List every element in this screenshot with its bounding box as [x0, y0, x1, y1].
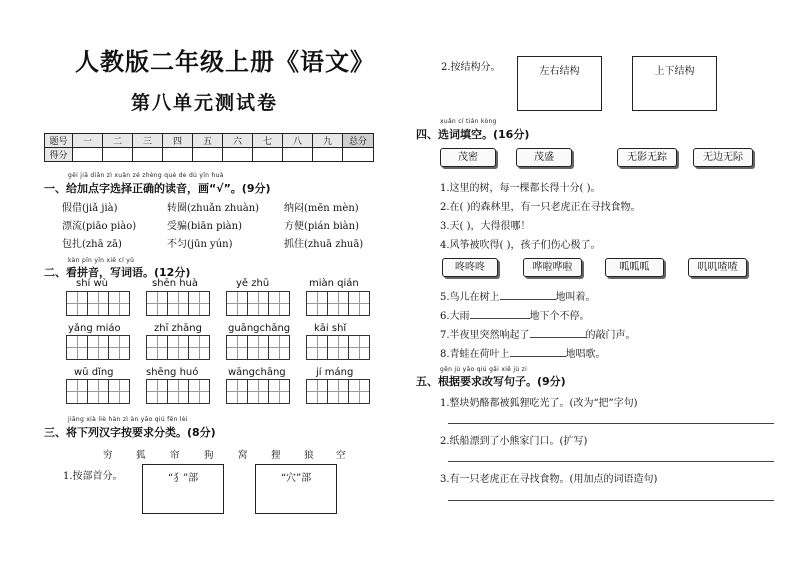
sentence-end: 地叫着。: [555, 292, 596, 303]
writing-grid[interactable]: [146, 335, 209, 360]
score-cell[interactable]: [313, 148, 343, 162]
answer-line[interactable]: [448, 423, 774, 424]
score-cell[interactable]: [103, 148, 133, 162]
fill-sentence[interactable]: [440, 288, 596, 303]
score-col: 九: [313, 134, 343, 148]
pinyin-prompt: miàn qián: [309, 278, 359, 289]
score-col: 七: [253, 134, 283, 148]
pinyin-prompt: shí wù: [76, 278, 109, 289]
score-col: 一: [73, 134, 103, 148]
score-cell[interactable]: [223, 148, 253, 162]
sentence-start: 7.半夜里突然响起了: [440, 330, 530, 341]
fill-sentence[interactable]: [440, 326, 636, 341]
score-cell[interactable]: [163, 148, 193, 162]
reading-item[interactable]: 转圈(zhuǎn zhuàn): [167, 203, 260, 214]
score-col: 二: [103, 134, 133, 148]
score-col: 八: [283, 134, 313, 148]
word-option[interactable]: 茂盛: [516, 148, 572, 167]
score-table: [44, 133, 374, 162]
rewrite-question: 3.有一只老虎正在寻找食物。(用加点的词语造句): [440, 474, 658, 485]
box-label: “穴”部: [280, 473, 312, 484]
section5-title: 五、根据要求改写句子。(9分): [416, 375, 566, 388]
writing-grid[interactable]: [146, 291, 209, 316]
blank-line[interactable]: [470, 318, 530, 319]
answer-box-top-bottom[interactable]: [632, 56, 717, 111]
writing-grid[interactable]: [66, 379, 129, 404]
writing-grid[interactable]: [66, 335, 129, 360]
answer-box-xue[interactable]: [255, 464, 337, 514]
word-option[interactable]: 无影无踪: [617, 148, 677, 167]
word-option[interactable]: 呱呱呱: [605, 258, 664, 277]
char-item: 空: [336, 450, 346, 461]
fill-sentence[interactable]: [440, 307, 590, 322]
pinyin-prompt: guāngchāng: [228, 323, 291, 334]
char-item: 帘: [170, 450, 180, 461]
section5-pinyin: gēn jù yāo qiú gǎi xiě jù zi: [440, 366, 528, 373]
page-subtitle: 第八单元测试卷: [131, 92, 279, 114]
char-item: 窝: [238, 450, 248, 461]
score-row-label: 题号: [45, 134, 73, 148]
pinyin-prompt: wāngchāng: [228, 367, 286, 378]
reading-item[interactable]: 不匀(jūn yún): [167, 239, 233, 250]
word-option[interactable]: 茂密: [440, 148, 496, 167]
answer-line[interactable]: [448, 500, 774, 501]
section3-pinyin: jiāng xià liè hàn zì àn yāo qiú fēn lèi: [68, 416, 188, 423]
char-item: 狼: [304, 450, 314, 461]
writing-grid[interactable]: [146, 379, 209, 404]
score-cell[interactable]: [193, 148, 223, 162]
sentence-end: 地下个不停。: [529, 311, 590, 322]
pinyin-prompt: shēng huó: [146, 367, 199, 378]
box-label: 左右结构: [539, 66, 580, 77]
pinyin-prompt: jí máng: [316, 367, 354, 378]
score-col: 五: [193, 134, 223, 148]
answer-line[interactable]: [448, 461, 774, 462]
writing-grid[interactable]: [306, 379, 369, 404]
reading-item[interactable]: 受骗(biān piàn): [167, 221, 242, 232]
char-item: 狐: [136, 450, 146, 461]
writing-grid[interactable]: [226, 291, 289, 316]
fill-sentence[interactable]: 3.天( )，大得很哪！: [440, 221, 531, 232]
section4-pinyin: xuǎn cí tián kòng: [440, 118, 497, 125]
reading-item[interactable]: 纳闷(mēn mèn): [284, 203, 359, 214]
score-col: 六: [223, 134, 253, 148]
blank-line[interactable]: [530, 337, 586, 338]
section2-title: 二、看拼音，写词语。(12分): [44, 266, 191, 279]
section1-title: 一、给加点字选择正确的读音，画“√”。(9分): [44, 182, 271, 195]
writing-grid[interactable]: [306, 335, 369, 360]
score-total-cell[interactable]: [343, 148, 374, 162]
word-option[interactable]: 叽叽喳喳: [688, 258, 747, 277]
score-cell[interactable]: [73, 148, 103, 162]
box-label: 上下结构: [654, 66, 695, 77]
q-radical-sort: 1.按部首分。: [63, 471, 123, 482]
answer-box-left-right[interactable]: [517, 56, 602, 111]
writing-grid[interactable]: [66, 291, 129, 316]
blank-line[interactable]: [510, 356, 566, 357]
answer-box-quan[interactable]: [142, 464, 224, 514]
rewrite-question: 1.整块奶酪都被狐狸吃光了。(改为“把”字句): [440, 398, 638, 409]
pinyin-prompt: shēn huà: [152, 278, 199, 289]
section2-pinyin: kàn pīn yīn xiě cí yǔ: [68, 257, 135, 264]
writing-grid[interactable]: [226, 335, 289, 360]
fill-sentence[interactable]: 4.风筝被吹得( )，孩子们伤心极了。: [440, 240, 601, 251]
reading-item[interactable]: 抓住(zhuā zhuā): [284, 239, 364, 250]
char-item: 狸: [271, 450, 281, 461]
pinyin-prompt: zhī zhāng: [154, 323, 202, 334]
writing-grid[interactable]: [226, 379, 289, 404]
fill-sentence[interactable]: 1.这里的树，每一棵都长得十分( )。: [440, 183, 601, 194]
writing-grid[interactable]: [306, 291, 369, 316]
section1-pinyin: gěi jiā diǎn zì xuǎn zé zhèng què de dú yīn huà: [68, 172, 224, 179]
score-col: 四: [163, 134, 193, 148]
rewrite-question: 2.纸船漂到了小熊家门口。(扩写): [440, 436, 588, 447]
char-item: 穷: [103, 450, 113, 461]
reading-item[interactable]: 假借(jiǎ jià): [62, 203, 118, 214]
score-cell[interactable]: [133, 148, 163, 162]
page-title: 人教版二年级上册《语文》: [75, 48, 375, 76]
section3-title: 三、将下列汉字按要求分类。(8分): [44, 426, 216, 439]
score-total-header: 总分: [343, 134, 374, 148]
score-row-label: 得分: [45, 148, 73, 162]
word-option[interactable]: 无边无际: [693, 148, 753, 167]
pinyin-prompt: kāi shǐ: [314, 323, 347, 334]
sentence-end: 的敲门声。: [585, 330, 636, 341]
section4-title: 四、选词填空。(16分): [416, 128, 530, 141]
score-col: 三: [133, 134, 163, 148]
reading-item[interactable]: 方便(pián biàn): [284, 221, 359, 232]
score-cell[interactable]: [253, 148, 283, 162]
pinyin-prompt: yǎng miáo: [68, 323, 121, 334]
score-cell[interactable]: [283, 148, 313, 162]
pinyin-prompt: yě zhū: [236, 278, 270, 289]
word-option[interactable]: 咚咚咚: [442, 258, 498, 277]
sentence-start: 8.青蛙在荷叶上: [440, 349, 510, 360]
reading-item[interactable]: 包扎(zhā zā): [62, 239, 122, 250]
fill-sentence[interactable]: [440, 345, 606, 360]
q-structure-sort: 2.按结构分。: [441, 62, 501, 73]
sentence-end: 地唱歌。: [565, 349, 606, 360]
word-option[interactable]: 哗啦哗啦: [523, 258, 582, 277]
sentence-start: 6.大雨: [440, 311, 470, 322]
blank-line[interactable]: [500, 299, 556, 300]
char-item: 狗: [204, 450, 214, 461]
box-label: “犭”部: [167, 473, 199, 484]
sentence-start: 5.鸟儿在树上: [440, 292, 500, 303]
fill-sentence[interactable]: 2.在( )的森林里，有一只老虎正在寻找食物。: [440, 202, 641, 213]
reading-item[interactable]: 漂流(piāo piào): [62, 221, 137, 232]
pinyin-prompt: wū dǐng: [74, 367, 114, 378]
